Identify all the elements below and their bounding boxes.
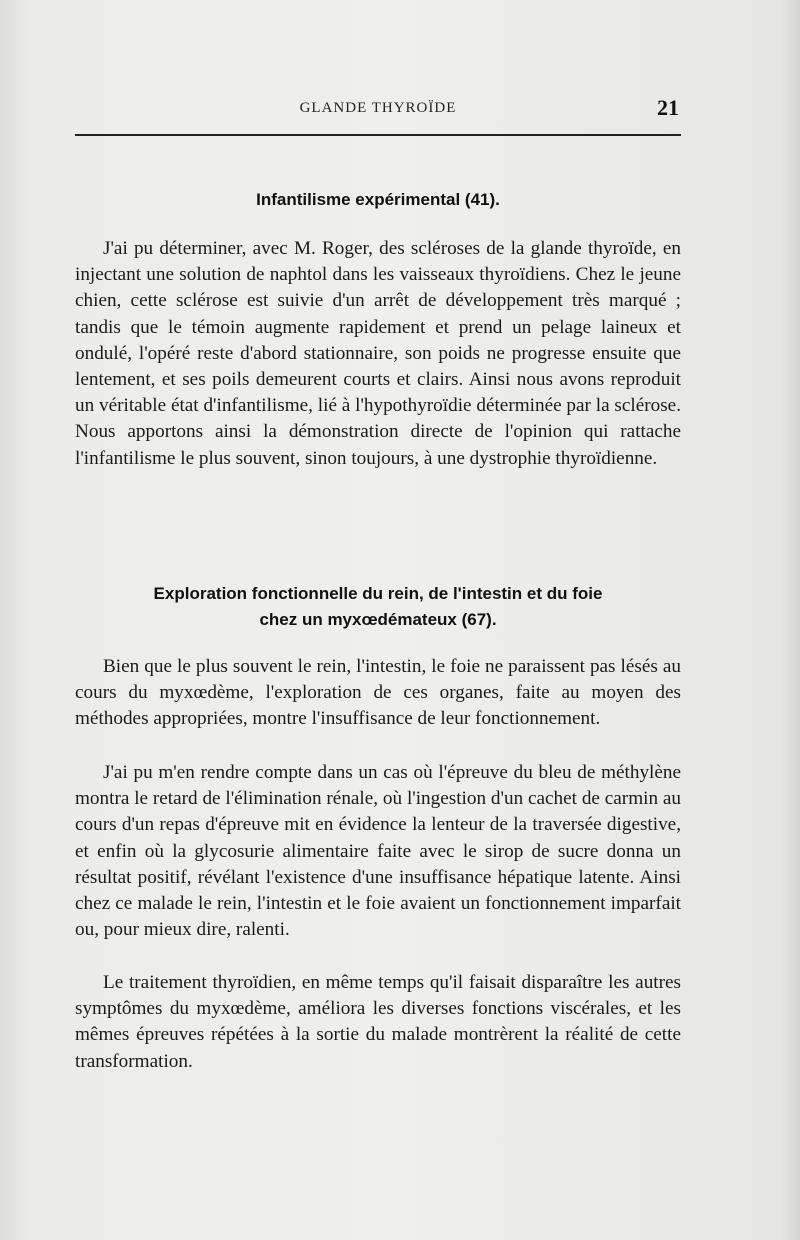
paragraph: J'ai pu m'en rendre compte dans un cas où l'épreuve du bleu de méthylène montra le retard de l'élimination rénale, où l'ingestion d'un cachet de carmin au cours d'un repas d'épreuve mit en évidence la lenteur de la traversée digestive, et enfin où la glycosurie alimentaire faite avec le sirop de sucre donna un résultat positif, révélant l'existence d'une insuffisance hépatique latente. Ainsi chez ce malade le rein, l'intestin et le foie avaient un fonctionnement imparfait ou, pour mieux dire, ralenti. bbox=[75, 762, 681, 941]
paragraph: Bien que le plus souvent le rein, l'intestin, le foie ne paraissent pas lésés au cours du myxœdème, l'exploration de ces organes, faite au moyen des méthodes appropriées, montre l'insuffisance de leur fonctionnement. bbox=[75, 656, 681, 730]
running-title: GLANDE THYROÏDE bbox=[299, 100, 457, 116]
section-title-line: chez un myxœdémateux (67). bbox=[259, 610, 497, 629]
section-title-exploration bbox=[75, 581, 681, 633]
header-rule bbox=[75, 134, 681, 136]
page-number: 21 bbox=[657, 95, 679, 120]
paragraph: Le traitement thyroïdien, en même temps qu'il faisait disparaître les autres symptômes du myxœdème, améliora les diverses fonctions viscérales, et les mêmes épreuves répétées à la sortie du malade montrèrent la réalité de cette transformation. bbox=[75, 972, 681, 1072]
page-header bbox=[75, 95, 681, 128]
paragraph: J'ai pu déterminer, avec M. Roger, des scléroses de la glande thyroïde, en injectant une solution de naphtol dans les vaisseaux thyroïdiens. Chez le jeune chien, cette sclérose est suivie d'un arrêt de développement très marqué ; tandis que le témoin augmente rapidement et prend un pelage laineux et ondulé, l'opéré reste d'abord stationnaire, son poids ne progresse ensuite que lentement, et ses poils demeurent courts et clairs. Ainsi nous avons reproduit un véritable état d'infantilisme, lié à l'hypothyroïdie déterminée par la sclérose. Nous apportons ainsi la démonstration directe de l'opinion qui rattache l'infantilisme le plus souvent, sinon toujours, à une dystrophie thyroïdienne. bbox=[75, 238, 681, 469]
section-title-infantilisme: Infantilisme expérimental (41). bbox=[256, 190, 500, 209]
section-title-line: Exploration fonctionnelle du rein, de l'intestin et du foie bbox=[153, 584, 603, 603]
